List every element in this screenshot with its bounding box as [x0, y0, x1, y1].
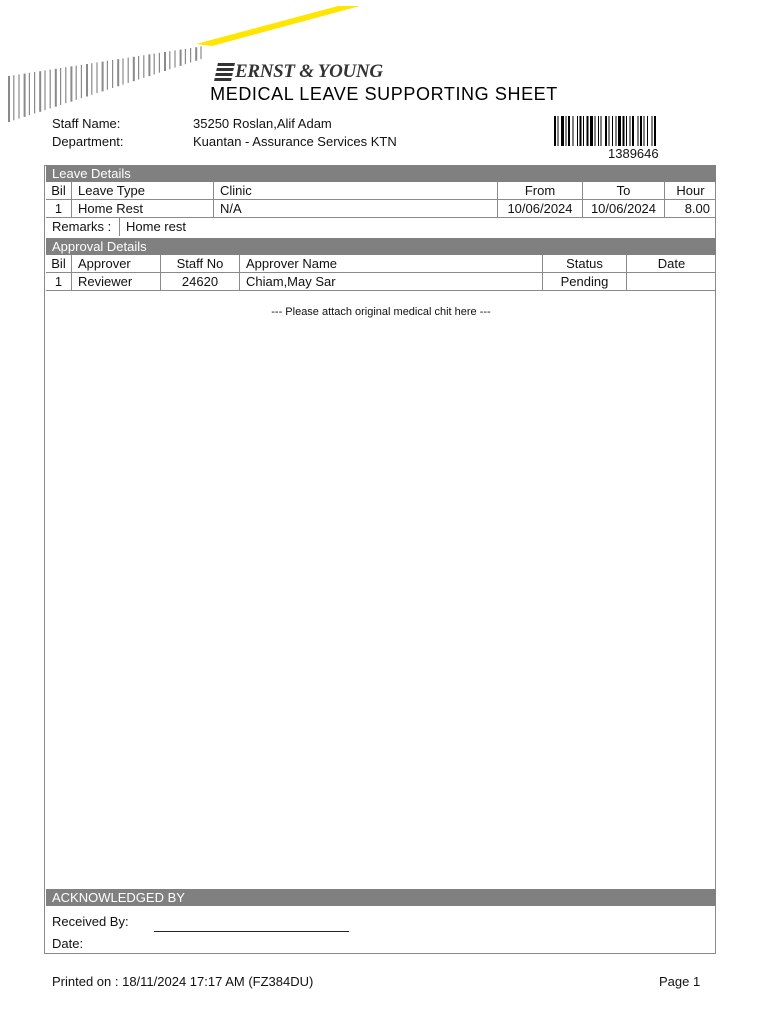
col-date: Date [626, 255, 716, 273]
col-bil: Bil [51, 256, 66, 271]
col-hour: Hour [664, 182, 716, 200]
yellow-beam [196, 6, 360, 46]
remarks-label: Remarks : [52, 219, 112, 234]
leave-type: Home Rest [71, 200, 213, 218]
date-label: Date: [52, 936, 84, 951]
leave-from: 10/06/2024 [497, 200, 582, 218]
staff-name-label: Staff Name: [52, 116, 121, 131]
leave-bil: 1 [54, 201, 63, 216]
approval-status: Pending [542, 273, 626, 291]
logo-text: ERNST & YOUNG [235, 61, 383, 82]
attach-note: --- Please attach original medical chit here --- [271, 306, 491, 318]
printed-on: Printed on : 18/11/2024 17:17 AM (FZ384DU) [52, 974, 314, 989]
col-bil: Bil [51, 183, 66, 198]
table-row [46, 273, 716, 291]
logo-mark-icon [214, 63, 235, 81]
received-by-label: Received By: [52, 914, 129, 929]
approver-staff-no: 24620 [160, 273, 239, 291]
remarks-value: Home rest [119, 218, 519, 236]
approval-header-row [46, 255, 716, 273]
approval-details-heading: Approval Details [46, 238, 716, 255]
col-clinic: Clinic [213, 182, 497, 200]
col-approver-name: Approver Name [239, 255, 542, 273]
leave-to: 10/06/2024 [582, 200, 664, 218]
col-staff-no: Staff No [160, 255, 239, 273]
leave-header-row [46, 182, 716, 200]
approval-date [626, 273, 716, 291]
approver-name: Chiam,May Sar [239, 273, 542, 291]
table-row [46, 200, 716, 218]
signature-line [154, 931, 349, 932]
barcode [554, 116, 712, 146]
approver: Reviewer [71, 273, 160, 291]
col-status: Status [542, 255, 626, 273]
company-logo [216, 60, 383, 84]
col-from: From [497, 182, 582, 200]
col-leave-type: Leave Type [71, 182, 213, 200]
approval-bil: 1 [54, 274, 63, 289]
acknowledged-heading: ACKNOWLEDGED BY [46, 889, 716, 906]
leave-clinic: N/A [213, 200, 497, 218]
leave-hour: 8.00 [664, 200, 716, 218]
remarks-row [46, 218, 716, 236]
barcode-number: 1389646 [608, 146, 659, 161]
col-approver: Approver [71, 255, 160, 273]
staff-name-value: 35250 Roslan,Alif Adam [193, 116, 332, 131]
leave-details-heading: Leave Details [46, 165, 716, 182]
col-to: To [582, 182, 664, 200]
department-label: Department: [52, 134, 124, 149]
page-number: Page 1 [659, 974, 701, 989]
department-value: Kuantan - Assurance Services KTN [193, 134, 397, 149]
document-title: MEDICAL LEAVE SUPPORTING SHEET [210, 84, 558, 104]
